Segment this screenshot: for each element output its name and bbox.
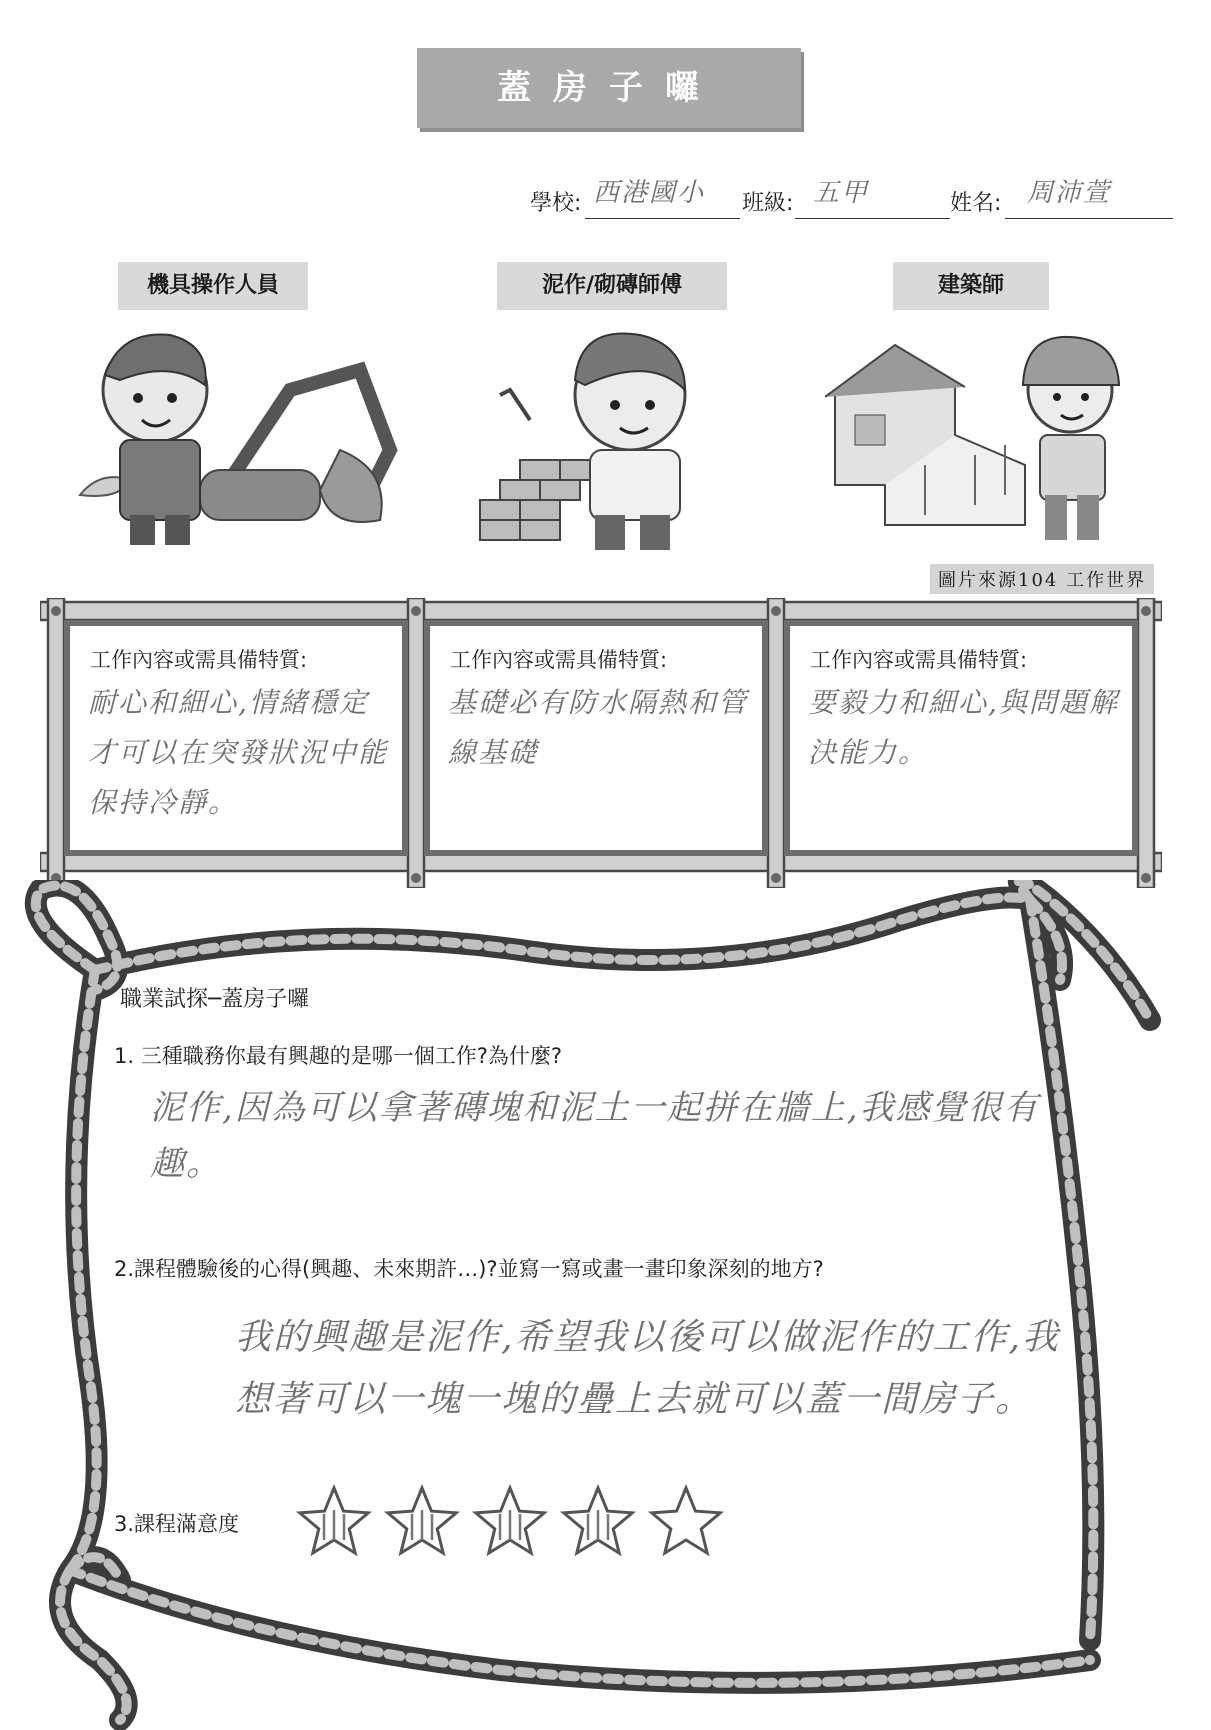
- school-value: 西港國小: [593, 178, 706, 208]
- answer-1: 泥作,因為可以拿著磚塊和泥土一起拼在牆上,我感覺很有趣。: [150, 1088, 1040, 1184]
- satisfaction-rating: [296, 1482, 736, 1562]
- student-info: [0, 178, 1211, 228]
- class-label: 班級:: [742, 191, 794, 216]
- architect-illustration: [825, 335, 1135, 560]
- section-heading: 職業試探─蓋房子囉: [120, 987, 310, 1012]
- excavator-worker-illustration: [60, 330, 400, 555]
- image-credit: 圖片來源104 工作世界: [930, 564, 1154, 594]
- panel-heading: 工作內容或需具備特質:: [810, 648, 1028, 672]
- question-1: 1. 三種職務你最有興趣的是哪一個工作?為什麼?: [114, 1044, 563, 1068]
- question-2: 2.課程體驗後的心得(興趣、未來期許…)?並寫一寫或畫一畫印象深刻的地方?: [114, 1257, 824, 1281]
- name-field: [1005, 178, 1173, 219]
- school-field: [585, 178, 740, 219]
- name-label: 姓名:: [950, 191, 1002, 216]
- answer-2-line-1: 我的興趣是泥作,希望我以後可以做泥作的工作,我: [235, 1317, 1060, 1358]
- panel-heading: 工作內容或需具備特質:: [90, 648, 308, 672]
- answer-2-line-2: 想著可以一塊一塊的疊上去就可以蓋一間房子。: [235, 1379, 1034, 1420]
- panel-answer: 要毅力和細心,與問題解決能力。: [808, 686, 1119, 769]
- trait-panel-operator: [64, 620, 408, 856]
- question-3: 3.課程滿意度: [114, 1512, 240, 1536]
- panel-heading: 工作內容或需具備特質:: [450, 648, 668, 672]
- panel-answer: 耐心和細心,情緒穩定才可以在突發狀況中能保持冷靜。: [88, 686, 389, 819]
- name-value: 周沛萱: [1027, 178, 1112, 208]
- school-label: 學校:: [530, 191, 582, 216]
- panel-answer: 基礎必有防水隔熱和管線基礎: [448, 686, 749, 769]
- star-icon: [652, 1488, 720, 1553]
- role-label-operator: 機具操作人員: [118, 262, 308, 310]
- role-label-bricklayer: 泥作/砌磚師傅: [497, 262, 727, 310]
- class-value: 五甲: [813, 178, 870, 208]
- trait-panel-architect: [784, 620, 1138, 856]
- page-title: 蓋房子囉: [417, 48, 801, 128]
- bricklayer-illustration: [470, 330, 750, 560]
- trait-panel-bricklayer: [424, 620, 768, 856]
- role-label-architect: 建築師: [893, 262, 1049, 310]
- class-field: [795, 178, 950, 219]
